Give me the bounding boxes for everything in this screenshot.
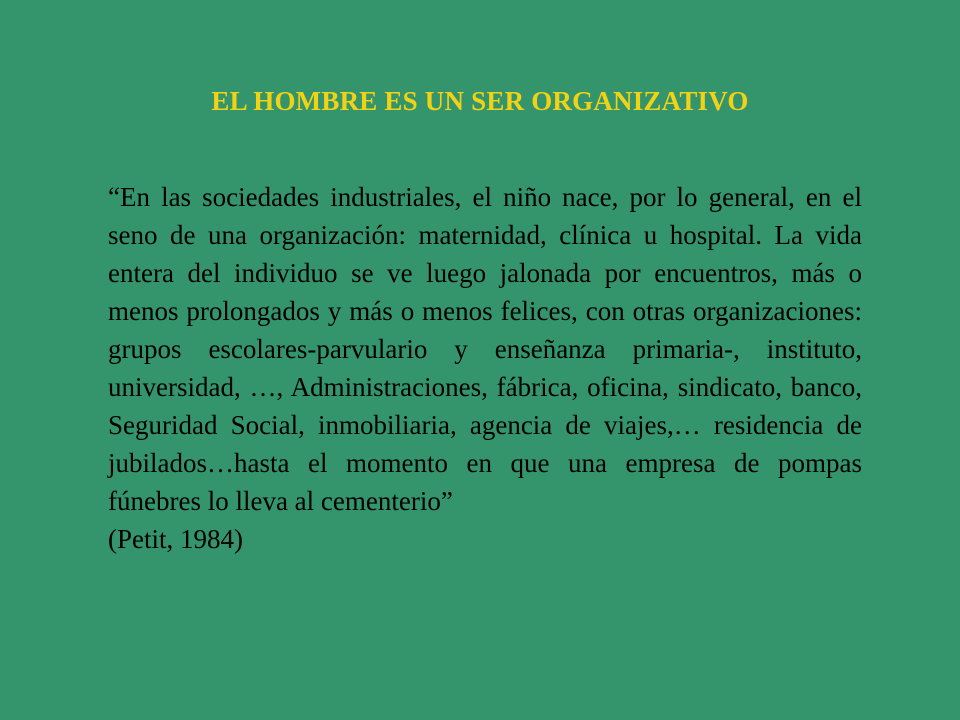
quote-block [108,178,862,558]
slide-title: EL HOMBRE ES UN SER ORGANIZATIVO [211,86,749,116]
quote-text: “En las sociedades industriales, el niño nace, por lo general, en el seno de una organización: maternidad, clínica u hospital. La vida entera del individuo se ve luego jalonada por encuentros, más o menos prolongados y más o menos felices, con otras organizaciones: grupos escolares-parvulario y enseñanza primaria-, instituto, universidad, …, Administraciones, fábrica, oficina, sindicato, banco, Seguridad Social, inmobiliaria, agencia de viajes,… residencia de jubilados…hasta el momento en que una empresa de pompas fúnebres lo lleva al cementerio” [108,182,862,516]
quote-citation: (Petit, 1984) [108,524,243,554]
